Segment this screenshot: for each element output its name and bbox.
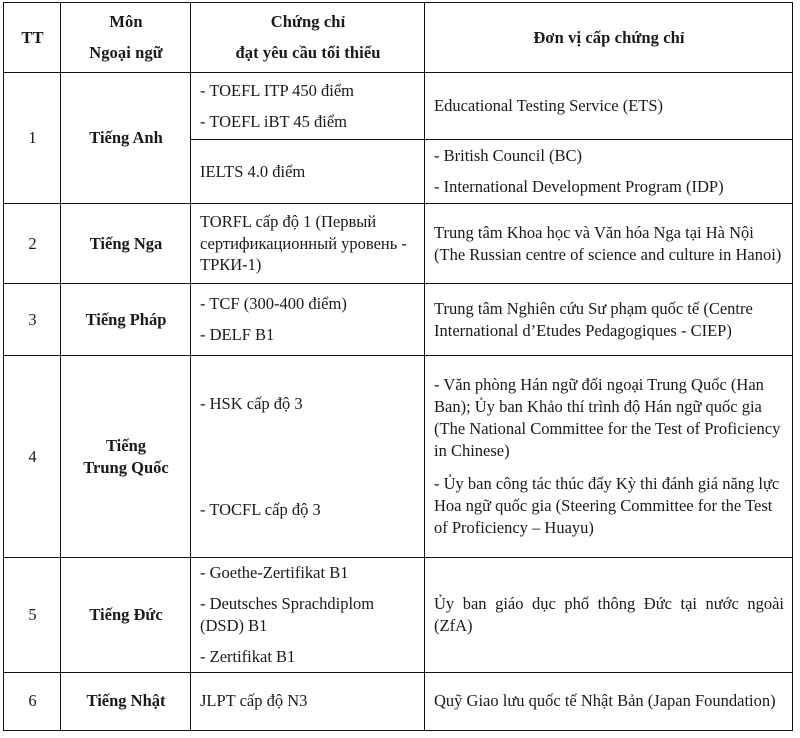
row-organizations	[425, 73, 793, 140]
row-organizations	[425, 140, 793, 204]
certificate-item: - HSK cấp độ 3	[200, 393, 303, 413]
row-subject: Tiếng Anh	[61, 73, 191, 204]
row-certificates	[191, 73, 425, 140]
certificate-item: - Goethe-Zertifikat B1	[200, 563, 349, 582]
organization-item: - British Council (BC)	[434, 146, 583, 166]
row-organizations	[425, 558, 793, 673]
organization-item: - International Development Program (IDP)	[434, 177, 724, 196]
table-row	[4, 558, 793, 673]
row-subject: Tiếng Pháp	[61, 284, 191, 356]
certificate-item: - Deutsches Sprachdiplom (DSD) B1	[200, 593, 375, 635]
header-subject-line2: Ngoại ngữ	[89, 43, 163, 62]
row-number: 2	[4, 204, 61, 284]
table-row	[4, 73, 793, 140]
row-number: 5	[4, 558, 61, 673]
row-certificates	[191, 284, 425, 356]
row-organizations	[425, 284, 793, 356]
row-subject-line2: Trung Quốc	[83, 457, 169, 477]
row-organizations	[425, 204, 793, 284]
row-certificates	[191, 356, 425, 558]
row-subject: Tiếng Đức	[61, 558, 191, 673]
row-number: 3	[4, 284, 61, 356]
certificate-item: - DELF B1	[200, 325, 275, 344]
table-row	[4, 204, 793, 284]
certificate-item: - TOEFL iBT 45 điểm	[200, 111, 347, 131]
column-header-subject	[61, 3, 191, 73]
header-certificate-line1: Chứng chỉ	[270, 12, 346, 32]
row-organizations	[425, 356, 793, 558]
header-organization-label: Đơn vị cấp chứng chỉ	[533, 27, 685, 47]
row-number: 6	[4, 672, 61, 730]
row-subject: Tiếng Nga	[61, 204, 191, 284]
row-certificates	[191, 672, 425, 730]
column-header-organization	[425, 3, 793, 73]
header-tt-label: TT	[21, 27, 44, 47]
row-organizations	[425, 672, 793, 730]
certificate-group	[200, 393, 416, 415]
organization-group	[434, 374, 784, 462]
row-number: 1	[4, 73, 61, 204]
row-certificates	[191, 140, 425, 204]
row-certificates	[191, 204, 425, 284]
header-row	[4, 3, 793, 73]
certificate-item: JLPT cấp độ N3	[200, 691, 308, 711]
certificate-item: - TOCFL cấp độ 3	[200, 499, 321, 519]
table-body	[4, 73, 793, 731]
row-subject	[61, 356, 191, 558]
certificate-group	[200, 499, 416, 521]
certificate-item: - TOEFL ITP 450 điểm	[200, 80, 354, 100]
certificate-item: - Zertifikat B1	[200, 646, 296, 666]
row-subject-line1: Tiếng	[105, 435, 147, 455]
table-row	[4, 284, 793, 356]
table-header	[4, 3, 793, 73]
header-subject-line1: Môn	[109, 12, 143, 32]
organization-group	[434, 473, 784, 539]
organization-item: - Văn phòng Hán ngữ đối ngoại Trung Quốc (Han Ban); Ủy ban Khảo thí trình độ Hán ngữ quốc gia (The National Committee for the Test of Proficiency in Chinese)	[434, 374, 781, 460]
row-certificates	[191, 558, 425, 673]
header-certificate-line2: đạt yêu cầu tối thiểu	[235, 43, 381, 62]
organization-item: Trung tâm Khoa học và Văn hóa Nga tại Hà Nội (The Russian centre of science and culture in Hanoi)	[434, 222, 782, 264]
organization-item: Educational Testing Service (ETS)	[434, 96, 664, 116]
organization-item: Ủy ban giáo dục phổ thông Đức tại nước ngoài (ZfA)	[434, 593, 784, 635]
organization-item: - Ủy ban công tác thúc đẩy Kỳ thi đánh giá năng lực Hoa ngữ quốc gia (Steering Committee for the Test of Proficiency – Huayu)	[434, 474, 780, 538]
column-header-certificate	[191, 3, 425, 73]
certificate-item: - TCF (300-400 điểm)	[200, 294, 347, 314]
certificate-item: TORFL cấp độ 1 (Первый сертификационный уровень - ТРКИ-1)	[200, 211, 407, 275]
table-row	[4, 672, 793, 730]
certificate-requirements-table	[3, 2, 793, 731]
organization-item: Trung tâm Nghiên cứu Sư phạm quốc tế (Centre International d’Etudes Pedagogiques - CIEP)	[434, 298, 753, 340]
organization-item: Quỹ Giao lưu quốc tế Nhật Bản (Japan Foundation)	[434, 691, 776, 711]
table-row	[4, 356, 793, 558]
row-subject: Tiếng Nhật	[61, 672, 191, 730]
column-header-tt	[4, 3, 61, 73]
row-number: 4	[4, 356, 61, 558]
certificate-item: IELTS 4.0 điểm	[200, 161, 306, 181]
